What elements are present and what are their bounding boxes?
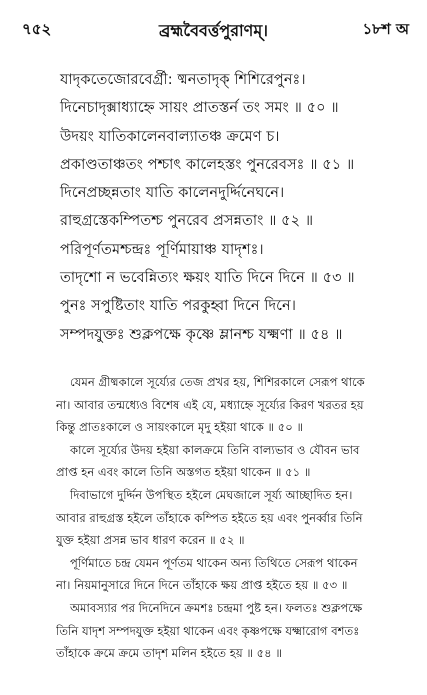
sanskrit-verses [60, 66, 420, 349]
verse-line: পরিপূর্ণতমশ্চন্দ্রঃ পূর্ণিমায়াঞ্চ যাদৃশঃ। [60, 241, 264, 258]
verse-line: তাদৃশো ন ভবেন্নিত্যং ক্ষয়ং যাতি দিনে দিনে ॥ ৫৩ ॥ [60, 270, 355, 287]
verse-line: দিনেচাদৃক্সাধ্যাহ্নে সায়ং প্রাতস্তর্ন তং সমং ॥ ৫০ ॥ [60, 100, 339, 117]
translation-line: যেমন গ্রীষ্মকালে সূর্য্যের তেজ প্রখর হয়, শিশিরকালে সেরূপ থাকে [70, 375, 365, 389]
translation-line: পূর্ণিমাতে চন্দ্র যেমন পূর্ণতম থাকেন অন্য তিথিতে সেরূপ থাকেন [70, 555, 358, 570]
running-title: ব্রহ্মবৈবর্ত্তপুরাণম্। [159, 21, 268, 40]
translation-line: তাঁহাকে ক্রমে ক্রমে তাদৃশ মলিন হইতে হয় ॥ ৫৪ ॥ [56, 646, 282, 661]
verse-line: দিনেপ্রচ্ছন্নতাং যাতি কালেনদুর্দ্দিনেঘনে। [60, 185, 285, 202]
verse-line: রাহুগ্রস্তেকম্পিতশ্চ পুনরেব প্রসন্নতাং ॥ ৫২ ॥ [60, 213, 314, 230]
translation-line: না। নিয়মানুসারে দিনে দিনে তাঁহাকে ক্ষয় প্রাপ্ত হইতে হয় ॥ ৫৩ ॥ [56, 578, 348, 593]
page-number: ৭৫২ [22, 20, 52, 38]
translation-line: অমাবস্যার পর দিনেদিনে ক্রমশঃ চন্দ্রমা পুষ্ট হন। ফলতঃ শুক্লপক্ষে [70, 600, 363, 615]
page-header [0, 18, 427, 42]
translation-line: কালে সূর্য্যের উদয় হইয়া কালক্রমে তিনি বাল্যভাব ও যৌবন ভাব [70, 442, 360, 457]
translation-line: তিনি যাদৃশ সম্পদযুক্ত হইয়া থাকেন এবং কৃষ্ণপক্ষে যক্ষ্মারোগ বশতঃ [56, 623, 360, 638]
translation-line: যুক্ত হইয়া প্রসন্ন ভাব ধারণ করেন ॥ ৫২ ॥ [56, 533, 245, 548]
verse-line: পুনঃ সপুষ্টিতাং যাতি পরকুহ্বা দিনে দিনে। [60, 298, 297, 315]
translation-line: দিবাভাগে দুর্দ্দিন উপস্থিত হইলে মেঘজালে সূর্য্য আচ্ছাদিত হন। [70, 487, 353, 502]
verse-line: সম্পদযুক্তঃ শুক্লপক্ষে কৃষ্ণে ম্লানশ্চ যক্ষ্মণা ॥ ৫৪ ॥ [60, 326, 343, 343]
translation-line: আবার রাহুগ্রস্ত হইলে তাঁহাকে কম্পিত হইতে হয় এবং পুনর্ব্বার তিনি [56, 510, 363, 525]
verse-line: যাদৃকতেজোরবের্গ্রী: ষ্মনতাদৃক্ শিশিরেপুনঃ। [60, 72, 306, 88]
bengali-translation [56, 371, 418, 665]
verse-line: প্রকাণ্ডতাঞ্চতং পশ্চাৎ কালেহস্তং পুনরেবসঃ ॥ ৫১ ॥ [60, 156, 355, 173]
translation-line: না। আবার তন্মধ্যেও বিশেষ এই যে, মধ্যাহ্নে সূর্য্যের কিরণ খরতর হয় [56, 397, 364, 412]
translation-line: প্রাপ্ত হন এবং কালে তিনি অস্তগত হইয়া থাকেন ॥ ৫১ ॥ [56, 465, 311, 480]
chapter-label: ১৮শ অ [362, 20, 409, 38]
translation-line: কিন্তু প্রাতঃকালে ও সায়ংকালে মৃদু হইয়া থাকে ॥ ৫০ ॥ [56, 420, 304, 435]
verse-line: উদয়ং যাতিকালেনবাল্যাতঞ্চ ক্রমেণ চ। [60, 128, 280, 145]
